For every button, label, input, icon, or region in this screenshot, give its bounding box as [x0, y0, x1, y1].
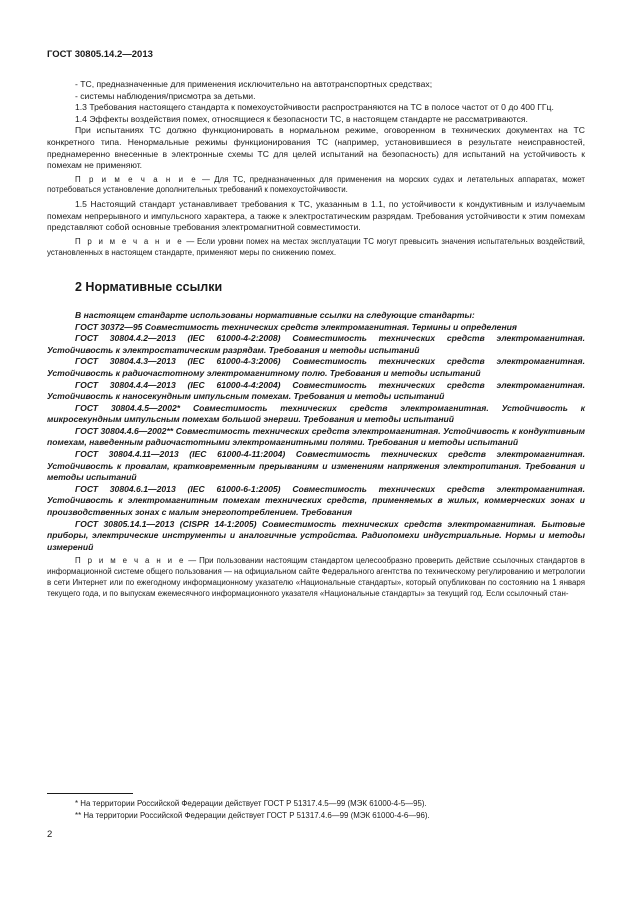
note-text: — Если уровни помех на местах эксплуатации ТС могут превысить значения испытательных воздействий, установленных в настоящем стандарте, применяют меры по снижению помех.	[47, 236, 585, 257]
reference-item: ГОСТ 30804.4.3—2013 (IEC 61000-4-3:2006) Совместимость технических средств электромагнитная. Устойчивость к радиочастотному электромагнитному полю. Требования и методы испытаний	[47, 356, 585, 378]
footnote-item: * На территории Российской Федерации действует ГОСТ Р 51317.4.5—99 (МЭК 61000-4-5—95).	[75, 799, 427, 808]
footnote-separator	[47, 793, 133, 794]
reference-item: ГОСТ 30372—95 Совместимость технических средств электромагнитная. Термины и определения	[75, 321, 517, 332]
page-body	[47, 79, 585, 599]
list-item: - системы наблюдения/присмотра за детьми.	[75, 90, 256, 101]
reference-item: ГОСТ 30804.4.11—2013 (IEC 61000-4-11:2004) Совместимость технических средств электромагнитная. Устойчивость к провалам, кратковременным прерываниям и изменениям напряжения электропитания. Требования и методы испытаний	[47, 449, 585, 483]
references-intro: В настоящем стандарте использованы нормативные ссылки на следующие стандарты:	[75, 309, 475, 320]
note-1	[47, 175, 585, 196]
note-text: — При пользовании настоящим стандартом целесообразно проверить действие ссылочных стандартов в информационной системе общего пользования — на официальном сайте Федерального агентства по техническому регулированию и метрологии в сети Интернет или по ежегодному информационному указателю «Национальные стандарты», который опубликован по состоянию на 1 января текущего года, и по выпускам ежемесячного информационного указателя «Национальные стандарты» за текущий год. Если ссылочный стан-	[47, 556, 585, 598]
note-text: — Для ТС, предназначенных для применения на морских судах и летательных аппаратах, может потребоваться установление дополнительных требований к помехоустойчивости.	[47, 174, 585, 195]
footnotes	[47, 798, 585, 822]
reference-item: ГОСТ 30804.4.2—2013 (IEC 61000-4-2:2008) Совместимость технических средств электромагнитная. Устойчивость к электростатическим разрядам. Требования и методы испытаний	[47, 333, 585, 355]
references-list	[47, 310, 585, 553]
note-label: П р и м е ч а н и е	[75, 174, 198, 184]
reference-item: ГОСТ 30804.4.6—2002** Совместимость технических средств электромагнитная. Устойчивость к кондуктивным помехам, наведенным радиочастотными электромагнитными полями. Требования и методы испытаний	[47, 425, 585, 448]
footnote-item: ** На территории Российской Федерации действует ГОСТ Р 51317.4.6—99 (МЭК 61000-4-6—96).	[75, 811, 430, 820]
reference-item: ГОСТ 30804.6.1—2013 (IEC 61000-6-1:2005) Совместимость технических средств электромагнитная. Устойчивость к электромагнитным помехам технических средств, применяемых в жилых, коммерческих зонах и производственных зонах с малым энергопотреблением. Требования	[47, 483, 585, 518]
paragraph-1-3: 1.3 Требования настоящего стандарта к помехоустойчивости распространяются на ТС в полосе частот от 0 до 400 ГГц.	[75, 102, 554, 113]
note-3	[47, 556, 585, 599]
section-heading: 2 Нормативные ссылки	[75, 280, 223, 295]
page-number: 2	[47, 829, 53, 840]
paragraph-1-5: 1.5 Настоящий стандарт устанавливает требования к ТС, указанным в 1.1, по устойчивости к кондуктивным и излучаемым помехам непрерывного и импульсного характера, а также к электростатическим разрядам. Требования устойчивости к этим помехам представляют собой основные требования электромагнитной совместимости.	[47, 199, 585, 233]
paragraph-1-4: 1.4 Эффекты воздействия помех, относящиеся к безопасности ТС, в настоящем стандарте не рассматриваются.	[75, 113, 528, 124]
note-2	[47, 237, 585, 258]
list-item: - ТС, предназначенные для применения исключительно на автотранспортных средствах;	[75, 79, 433, 89]
paragraph-testing: При испытаниях ТС должно функционировать в нормальном режиме, оговоренном в технических документах на ТС конкретного типа. Ненормальные режимы функционирования ТС (например, установившиеся в результате неисправностей, преднамеренно внесенные в электронные схемы ТС для целей испытаний на безопасность) для испытаний на устойчивость к помехам не применяют.	[47, 125, 585, 171]
reference-item: ГОСТ 30804.4.4—2013 (IEC 61000-4-4:2004) Совместимость технических средств электромагнитная. Устойчивость к наносекундным импульсным помехам. Требования и методы испытаний	[47, 379, 585, 402]
note-label: П р и м е ч а н и е	[75, 556, 186, 566]
reference-item: ГОСТ 30805.14.1—2013 (CISPR 14-1:2005) Совместимость технических средств электромагнитная. Бытовые приборы, электрические инструменты и аналогичные устройства. Радиопомехи индустриальные. Нормы и методы измерений	[47, 518, 585, 552]
page-header: ГОСТ 30805.14.2—2013	[47, 49, 153, 60]
note-label: П р и м е ч а н и е	[75, 236, 184, 246]
reference-item: ГОСТ 30804.4.5—2002* Совместимость технических средств электромагнитная. Устойчивость к микросекундным импульсным помехам большой энергии. Требования и методы испытаний	[47, 402, 585, 425]
